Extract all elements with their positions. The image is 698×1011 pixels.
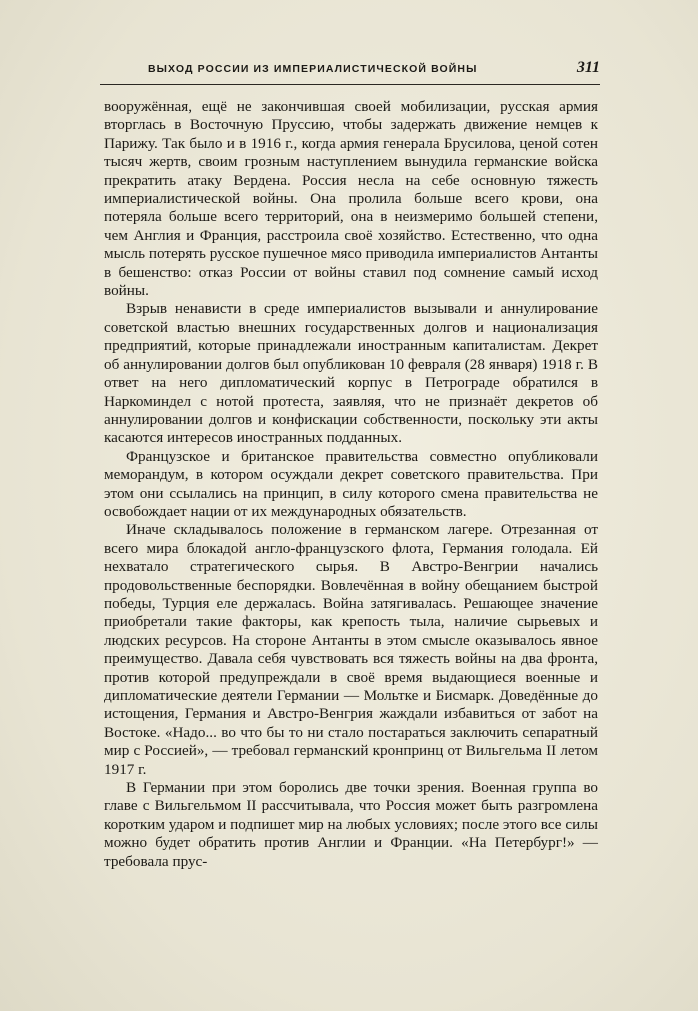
paragraph: Взрыв ненависти в среде империалистов вызывали и аннулирование советской властью внешних государственных долгов и национализация предприятий, которые принадлежали иностранным капиталистам. Декрет об аннулировании долгов был опубликован 10 февраля (28 января) 1918 г. В ответ на него дипломатический корпус в Петрограде обратился в Наркоминдел с нотой протеста, заявляя, что не признаёт декретов об аннулировании долгов и конфискации собственности, поскольку эти акты касаются интересов иностранных подданных. bbox=[104, 300, 598, 447]
paragraph: В Германии при этом боролись две точки зрения. Военная группа во главе с Вильгельмом II рассчитывала, что Россия может быть разгромлена коротким ударом и подпишет мир на любых условиях; после этого все силы можно будет обратить против Англии и Франции. «На Петербург!» — требовала прус- bbox=[104, 779, 598, 870]
paragraph: Иначе складывалось положение в германском лагере. Отрезанная от всего мира блокадой англо-французского флота, Германия голодала. Ей нехватало стратегического сырья. В Австро-Венгрии начались продовольственные беспорядки. Вовлечённая в войну обещанием быстрой победы, Турция еле держалась. Война затягивалась. Решающее значение приобретали такие факторы, как крепость тыла, наличие сырьевых и людских ресурсов. На стороне Антанты в этом смысле оказывалось явное преимущество. Давала себя чувствовать вся тяжесть войны на два фронта, против которой предупреждали в своё время выдающиеся военные и дипломатические деятели Германии — Мольтке и Бисмарк. Доведённые до истощения, Германия и Австро-Венгрия жаждали избавиться от забот на Востоке. «Надо... во что бы то ни стало постараться заключить сепаратный мир с Россией», — требовал германский кронпринц от Вильгельма II летом 1917 г. bbox=[104, 521, 598, 778]
body-text bbox=[104, 98, 598, 871]
page-number: 311 bbox=[576, 59, 600, 76]
paragraph: вооружённая, ещё не закончившая своей мобилизации, русская армия вторглась в Восточную Пруссию, чтобы задержать движение немцев к Парижу. Так было и в 1916 г., когда армия генерала Брусилова, ценой сотен тысяч жертв, своим грозным наступлением вынудила германские войска прекратить атаку Вердена. Россия несла на себе основную тяжесть империалистической войны. Она пролила больше всего крови, она потеряла больше всего территорий, она в неизмеримо большей степени, чем Англия и Франция, расстроила своё хозяйство. Естественно, что одна мысль потерять русское пушечное мясо приводила империалистов Антанты в бешенство: отказ России от войны ставил под сомнение самый исход войны. bbox=[104, 98, 599, 300]
running-head bbox=[100, 60, 600, 85]
running-title: ВЫХОД РОССИИ ИЗ ИМПЕРИАЛИСТИЧЕСКОЙ ВОЙНЫ bbox=[148, 63, 478, 75]
paragraph: Французское и британское правительства совместно опубликовали меморандум, в котором осуждали декрет советского правительства. При этом они ссылались на принцип, в силу которого смена правительства не освобождает нации от их международных обязательств. bbox=[104, 447, 598, 520]
